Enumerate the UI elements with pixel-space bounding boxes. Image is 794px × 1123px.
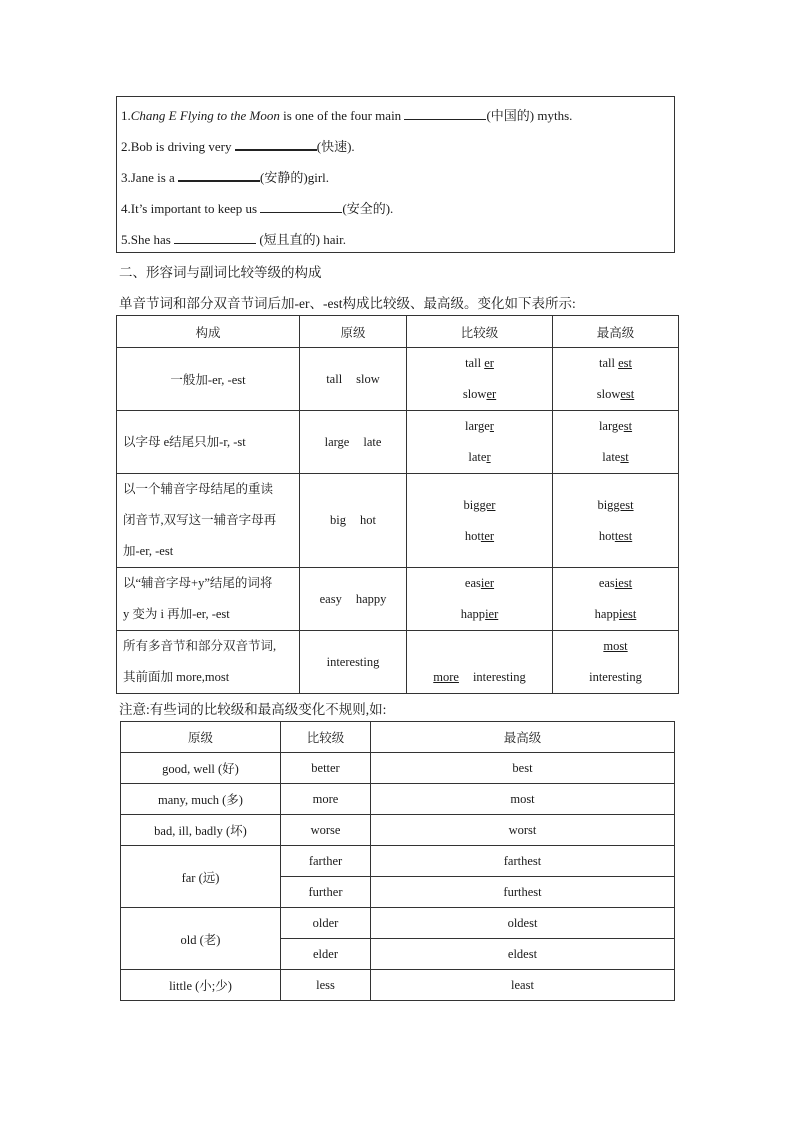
superlative-word: interesting [589, 670, 642, 684]
base-cell: interesting [300, 631, 407, 694]
comparative-cell: less [281, 970, 371, 1001]
book-title: Chang E Flying to the Moon [130, 108, 280, 123]
exercise-number: 2. [121, 139, 131, 154]
superlative-word: easiest [598, 576, 633, 590]
comparative-cell [407, 631, 553, 694]
base-cell: good, well (好) [121, 753, 281, 784]
comparative-cell: more [281, 784, 371, 815]
base-word: large [324, 434, 350, 449]
superlative-cell: best [371, 753, 675, 784]
base-cell [300, 411, 407, 474]
comparative-word: later [468, 450, 491, 464]
comparative-cell [407, 411, 553, 474]
superlative-cell: most [371, 784, 675, 815]
comparative-cell [407, 474, 553, 568]
table-header-row [117, 316, 679, 348]
exercise-4 [121, 198, 393, 217]
base-cell: far (远) [121, 846, 281, 908]
comparison-table [116, 315, 679, 694]
table-row [121, 846, 675, 877]
superlative-cell [553, 631, 679, 694]
rule-cell: 一般加-er, -est [117, 348, 300, 411]
answer-blank[interactable] [178, 168, 260, 182]
superlative-word: happiest [594, 607, 637, 621]
comparative-word: easier [464, 576, 495, 590]
rule-line: 闭音节,双写这一辅音字母再 [123, 513, 277, 527]
exercise-text: is one of the four main [279, 108, 405, 123]
superlative-word: slowest [596, 387, 635, 401]
exercise-hint: (安静的)girl. [260, 170, 330, 185]
table-row [117, 631, 679, 694]
base-cell: bad, ill, badly (坏) [121, 815, 281, 846]
header-cell: 最高级 [371, 722, 675, 753]
answer-blank[interactable] [235, 137, 317, 151]
table-row [121, 784, 675, 815]
comparative-cell [407, 348, 553, 411]
base-cell [300, 474, 407, 568]
note-text: 注意:有些词的比较级和最高级变化不规则,如: [119, 702, 387, 717]
exercise-2 [121, 136, 355, 155]
table-row [117, 411, 679, 474]
superlative-cell [553, 348, 679, 411]
base-word: easy [319, 591, 342, 606]
rule-cell [117, 568, 300, 631]
superlative-word: biggest [597, 497, 634, 512]
table-row [121, 753, 675, 784]
exercise-text: She has [130, 232, 175, 247]
exercise-number: 1. [121, 108, 131, 123]
base-word: slow [356, 371, 380, 386]
section-title: 二、形容词与副词比较等级的构成 [119, 265, 322, 280]
exercise-text: It’s important to keep us [130, 201, 261, 216]
superlative-cell: eldest [371, 939, 675, 970]
base-word: happy [355, 591, 387, 606]
comparative-word: larger [465, 419, 494, 433]
base-cell [300, 568, 407, 631]
table-row [117, 474, 679, 568]
base-word: late [363, 434, 382, 449]
rule-line: y 变为 i 再加-er, -est [123, 607, 230, 621]
rule-cell [117, 631, 300, 694]
superlative-cell [553, 411, 679, 474]
superlative-word: most [603, 639, 628, 653]
base-word: tall [326, 371, 343, 386]
superlative-word: largest [598, 419, 633, 433]
superlative-cell: furthest [371, 877, 675, 908]
comparative-cell [407, 568, 553, 631]
rule-cell [117, 474, 300, 568]
superlative-cell [553, 474, 679, 568]
comparative-word: slower [462, 387, 497, 401]
superlative-word: latest [602, 450, 629, 464]
exercise-text: Bob is driving very [130, 139, 235, 154]
rule-cell: 以字母 e结尾只加-r, -st [117, 411, 300, 474]
exercise-number: 4. [121, 201, 131, 216]
comparative-cell: older [281, 908, 371, 939]
comparative-word: more interesting [433, 670, 526, 684]
table-row [121, 815, 675, 846]
comparative-cell: further [281, 877, 371, 908]
table-row [121, 908, 675, 939]
superlative-cell: worst [371, 815, 675, 846]
superlative-cell: oldest [371, 908, 675, 939]
exercise-3 [121, 167, 329, 186]
base-word: hot [360, 513, 376, 527]
header-cell: 原级 [121, 722, 281, 753]
table-header-row [121, 722, 675, 753]
comparative-word: tall er [465, 356, 494, 370]
superlative-cell: farthest [371, 846, 675, 877]
exercise-box [116, 96, 675, 253]
superlative-word: tall est [599, 356, 632, 370]
irregular-table [120, 721, 675, 1001]
exercise-hint: (快速). [316, 139, 355, 154]
header-cell: 原级 [300, 316, 407, 348]
table-row [117, 568, 679, 631]
base-cell: many, much (多) [121, 784, 281, 815]
rule-line: 以一个辅音字母结尾的重读 [123, 482, 274, 496]
answer-blank[interactable] [174, 231, 256, 244]
comparative-cell: better [281, 753, 371, 784]
table-row [117, 348, 679, 411]
base-word: big [330, 513, 346, 527]
exercise-1 [121, 105, 572, 124]
header-cell: 比较级 [281, 722, 371, 753]
comparative-word: hotter [464, 528, 495, 543]
intro-text: 单音节词和部分双音节词后加-er、-est构成比较级、最高级。变化如下表所示: [119, 296, 576, 311]
comparative-cell: farther [281, 846, 371, 877]
header-cell: 比较级 [407, 316, 553, 348]
comparative-cell: elder [281, 939, 371, 970]
rule-line: 以“辅音字母+y”结尾的词将 [123, 576, 273, 590]
exercise-hint: (中国的) myths. [486, 108, 573, 123]
exercise-hint: (短且直的) hair. [256, 232, 346, 247]
answer-blank[interactable] [260, 200, 342, 213]
exercise-5 [121, 229, 346, 248]
base-cell [300, 348, 407, 411]
rule-line: 加-er, -est [123, 544, 174, 558]
comparative-word: bigger [463, 497, 496, 512]
comparative-cell: worse [281, 815, 371, 846]
answer-blank[interactable] [404, 107, 486, 120]
superlative-cell: least [371, 970, 675, 1001]
header-cell: 构成 [117, 316, 300, 348]
base-cell: little (小;少) [121, 970, 281, 1001]
superlative-cell [553, 568, 679, 631]
rule-line: 所有多音节和部分双音节词, [123, 639, 277, 653]
base-cell: old (老) [121, 908, 281, 970]
table-row [121, 970, 675, 1001]
exercise-text: Jane is a [130, 170, 179, 185]
exercise-number: 3. [121, 170, 131, 185]
exercise-number: 5. [121, 232, 131, 247]
exercise-hint: (安全的). [342, 201, 394, 216]
superlative-word: hottest [598, 528, 633, 543]
header-cell: 最高级 [553, 316, 679, 348]
rule-line: 其前面加 more,most [123, 670, 230, 684]
comparative-word: happier [460, 607, 499, 621]
